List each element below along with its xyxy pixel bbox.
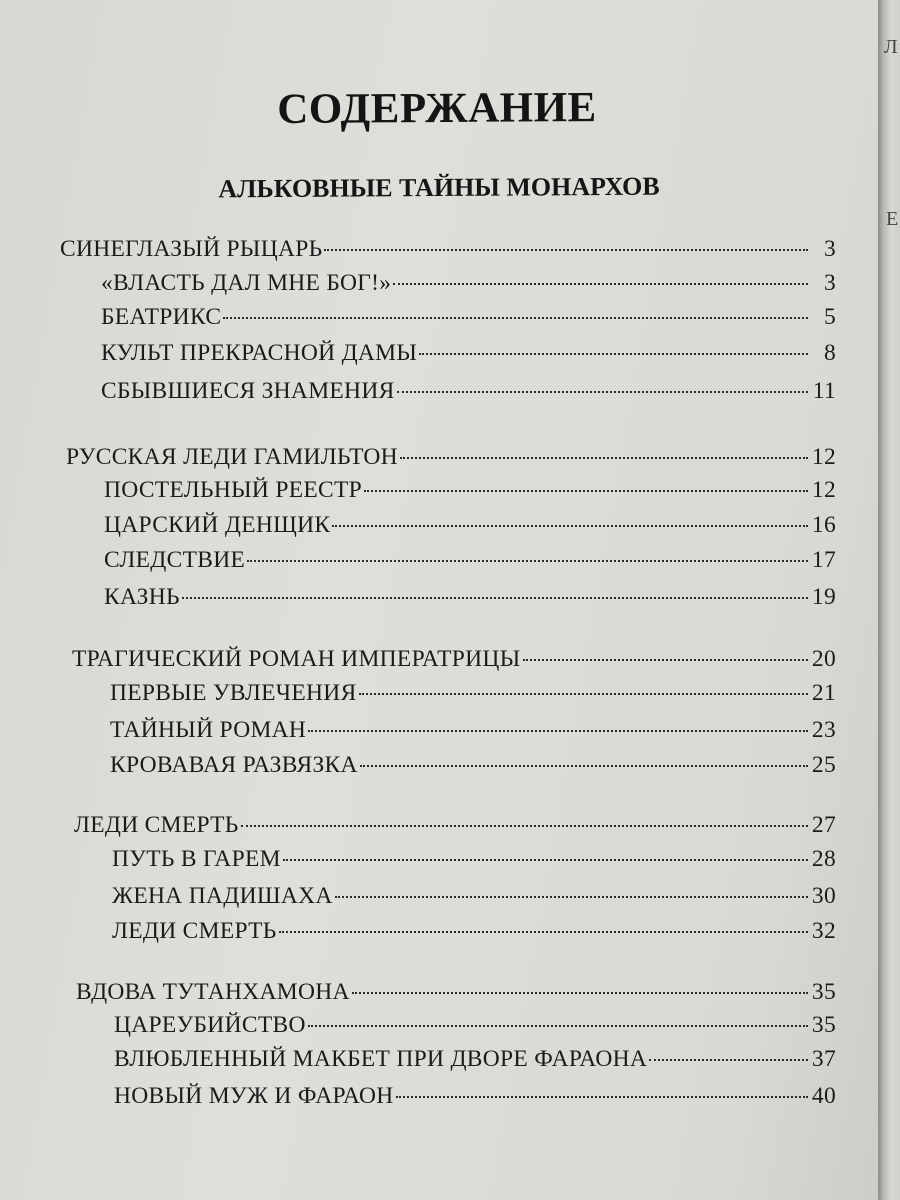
toc-subentry-page-number: 8 [823, 340, 836, 366]
page-title: СОДЕРЖАНИЕ [277, 84, 597, 133]
toc-chapter [74, 812, 836, 844]
dot-leader [419, 353, 808, 355]
dot-leader [523, 659, 808, 661]
toc-subentry-title: ЛЕДИ СМЕРТЬ [112, 918, 277, 944]
toc-subentry-page-number: 16 [811, 512, 836, 538]
toc-chapter-title: ЛЕДИ СМЕРТЬ [74, 812, 239, 838]
toc-subentry-page-number: 5 [823, 304, 836, 330]
toc-chapter-title: ТРАГИЧЕСКИЙ РОМАН ИМПЕРАТРИЦЫ [72, 646, 521, 672]
toc-subentry-title: ЦАРСКИЙ ДЕНЩИК [104, 512, 331, 538]
dot-leader [335, 896, 808, 898]
toc-subentry-page-number: 19 [811, 584, 836, 610]
dot-leader [247, 560, 808, 562]
toc-subentry [114, 1046, 836, 1078]
dot-leader [324, 249, 808, 251]
toc-subentry-title: ТАЙНЫЙ РОМАН [110, 717, 307, 743]
toc-subentry-page-number: 23 [811, 717, 836, 743]
dot-leader [359, 693, 808, 695]
toc-chapter-title: РУССКАЯ ЛЕДИ ГАМИЛЬТОН [66, 444, 398, 470]
toc-subentry-title: НОВЫЙ МУЖ И ФАРАОН [114, 1083, 394, 1109]
dot-leader [283, 859, 808, 861]
facing-page-letter: Л [884, 36, 898, 58]
dot-leader [308, 1025, 808, 1027]
toc-subentry-title: ПОСТЕЛЬНЫЙ РЕЕСТР [104, 477, 363, 503]
toc-subentry-title: ВЛЮБЛЕННЫЙ МАКБЕТ ПРИ ДВОРЕ ФАРАОНА [114, 1046, 648, 1072]
toc-subentry-title: ЖЕНА ПАДИШАХА [112, 883, 333, 909]
toc-chapter-page-number: 12 [811, 444, 836, 470]
toc-subentry [101, 340, 836, 372]
toc-subentry-page-number: 30 [811, 883, 836, 909]
toc-subentry [114, 1012, 836, 1044]
toc-subentry [101, 270, 836, 302]
facing-page-edge [878, 0, 900, 1200]
toc-subentry [104, 547, 836, 579]
toc-subentry-page-number: 12 [811, 477, 836, 503]
dot-leader [393, 283, 808, 285]
toc-subentry [104, 512, 836, 544]
dot-leader [396, 1096, 808, 1098]
facing-page-letter: Е [886, 208, 899, 230]
toc-chapter [60, 236, 836, 268]
toc-chapter-title: СИНЕГЛАЗЫЙ РЫЦАРЬ [60, 236, 323, 262]
dot-leader [364, 490, 808, 492]
toc-subentry-page-number: 11 [812, 378, 836, 404]
toc-chapter [72, 646, 836, 678]
toc-subentry [114, 1083, 836, 1115]
toc-subentry-page-number: 25 [811, 752, 836, 778]
toc-subentry-title: СЛЕДСТВИЕ [104, 547, 246, 573]
toc-subentry [112, 883, 836, 915]
dot-leader [241, 825, 808, 827]
toc-subentry-title: ПЕРВЫЕ УВЛЕЧЕНИЯ [110, 680, 357, 706]
toc-subentry [104, 584, 836, 616]
toc-chapter [66, 444, 836, 476]
toc-chapter-page-number: 27 [811, 812, 836, 838]
dot-leader [182, 597, 808, 599]
toc-subentry [104, 477, 836, 509]
section-subtitle: АЛЬКОВНЫЕ ТАЙНЫ МОНАРХОВ [218, 171, 660, 204]
toc-subentry-title: КУЛЬТ ПРЕКРАСНОЙ ДАМЫ [101, 340, 418, 366]
toc-chapter-page-number: 20 [811, 646, 836, 672]
toc-subentry [101, 304, 836, 336]
toc-subentry [112, 846, 836, 878]
toc-subentry-page-number: 17 [811, 547, 836, 573]
toc-subentry [112, 918, 836, 950]
toc-chapter-title: ВДОВА ТУТАНХАМОНА [76, 979, 350, 1005]
dot-leader [360, 765, 808, 767]
toc-subentry-page-number: 28 [811, 846, 836, 872]
toc-chapter-page-number: 3 [823, 236, 836, 262]
dot-leader [397, 391, 808, 393]
toc-subentry-page-number: 37 [811, 1046, 836, 1072]
toc-subentry [101, 378, 836, 410]
toc-subentry-title: ПУТЬ В ГАРЕМ [112, 846, 281, 872]
toc-subentry [110, 752, 836, 784]
toc-subentry-title: СБЫВШИЕСЯ ЗНАМЕНИЯ [101, 378, 395, 404]
toc-subentry-page-number: 32 [811, 918, 836, 944]
dot-leader [279, 931, 808, 933]
toc-subentry [110, 680, 836, 712]
toc-subentry-title: БЕАТРИКС [101, 304, 222, 330]
toc-subentry-page-number: 35 [811, 1012, 836, 1038]
dot-leader [308, 730, 808, 732]
toc-subentry-page-number: 3 [823, 270, 836, 296]
toc-chapter [76, 979, 836, 1011]
toc-subentry-title: ЦАРЕУБИЙСТВО [114, 1012, 306, 1038]
toc-subentry-title: КАЗНЬ [104, 584, 180, 610]
toc-subentry-title: «ВЛАСТЬ ДАЛ МНЕ БОГ!» [101, 270, 392, 296]
toc-subentry-page-number: 21 [811, 680, 836, 706]
toc-subentry [110, 717, 836, 749]
dot-leader [352, 992, 808, 994]
toc-subentry-title: КРОВАВАЯ РАЗВЯЗКА [110, 752, 358, 778]
dot-leader [332, 525, 808, 527]
dot-leader [400, 457, 808, 459]
toc-subentry-page-number: 40 [811, 1083, 836, 1109]
toc-chapter-page-number: 35 [811, 979, 836, 1005]
dot-leader [223, 317, 808, 319]
dot-leader [649, 1059, 808, 1061]
